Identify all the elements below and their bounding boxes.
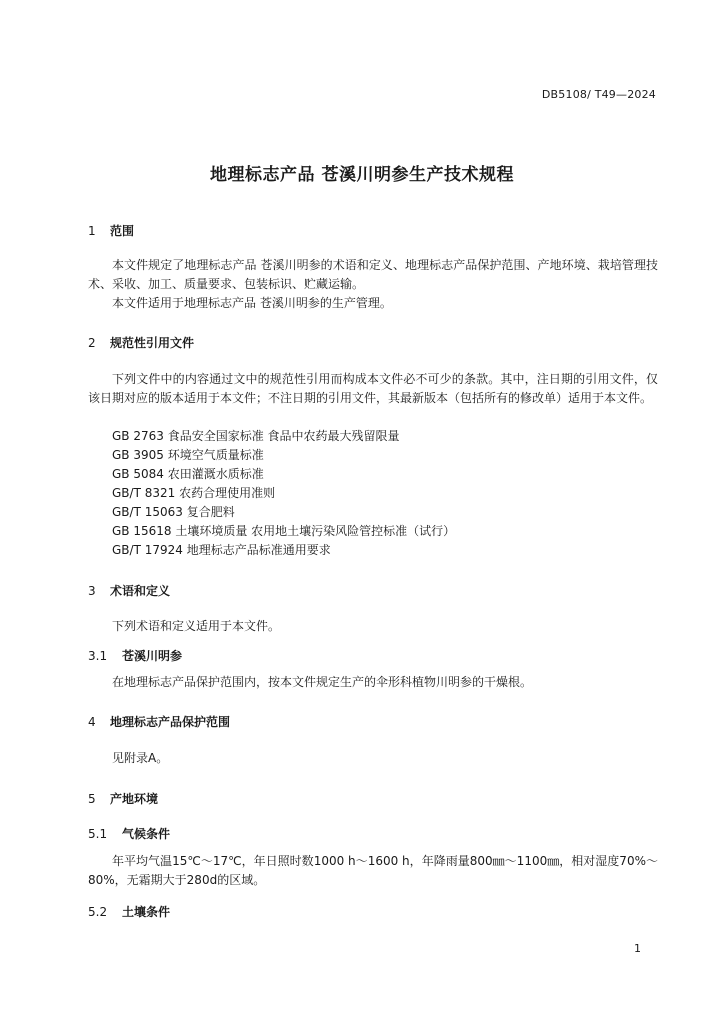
section-1-paragraph-1: 本文件规定了地理标志产品 苍溪川明参的术语和定义、地理标志产品保护范围、产地环境、栽培管理技术、采收、加工、质量要求、包装标识、贮藏运输。 (88, 258, 658, 291)
section-title: 苍溪川明参 (122, 649, 183, 663)
section-number: 3.1 (88, 649, 108, 663)
section-title: 术语和定义 (110, 584, 171, 598)
reference-item: GB/T 15063 复合肥料 (112, 505, 235, 519)
reference-item: GB 2763 食品安全国家标准 食品中农药最大残留限量 (112, 429, 400, 443)
section-number: 5.2 (88, 905, 108, 919)
reference-item: GB/T 8321 农药合理使用准则 (112, 486, 276, 500)
section-number: 5 (88, 792, 96, 806)
section-number: 5.1 (88, 827, 108, 841)
section-2-paragraph-1: 下列文件中的内容通过文中的规范性引用而构成本文件必不可少的条款。其中，注日期的引用文件，仅该日期对应的版本适用于本文件；不注日期的引用文件，其最新版本（包括所有的修改单）适用于本文件。 (88, 372, 658, 405)
section-2-heading (88, 334, 194, 351)
section-title: 产地环境 (110, 792, 159, 806)
reference-item: GB 15618 土壤环境质量 农用地土壤污染风险管控标准（试行） (112, 524, 456, 538)
section-number: 3 (88, 584, 96, 598)
section-3-heading (88, 582, 170, 599)
section-5-2-heading (88, 903, 170, 920)
page-number: 1 (634, 942, 641, 955)
section-number: 2 (88, 336, 96, 350)
section-3-paragraph-1: 下列术语和定义适用于本文件。 (112, 619, 281, 633)
section-5-heading (88, 790, 158, 807)
section-title: 土壤条件 (122, 905, 171, 919)
section-1-heading (88, 222, 134, 239)
section-3-1-heading (88, 647, 182, 664)
section-4-heading (88, 713, 230, 730)
section-number: 1 (88, 224, 96, 238)
section-4-paragraph-1: 见附录A。 (112, 751, 169, 765)
section-number: 4 (88, 715, 96, 729)
section-3-1-paragraph-1: 在地理标志产品保护范围内，按本文件规定生产的伞形科植物川明参的干燥根。 (112, 675, 533, 689)
section-title: 气候条件 (122, 827, 171, 841)
standard-code: DB5108/ T49—2024 (541, 88, 656, 101)
section-title: 规范性引用文件 (110, 336, 195, 350)
section-title: 范围 (110, 224, 135, 238)
section-5-1-paragraph-1: 年平均气温15℃～17℃，年日照时数1000 h～1600 h，年降雨量800㎜～1100㎜，相对湿度70%～80%，无霜期大于280d的区域。 (88, 854, 658, 887)
reference-item: GB 3905 环境空气质量标准 (112, 448, 264, 462)
reference-item: GB/T 17924 地理标志产品标准通用要求 (112, 543, 331, 557)
document-title: 地理标志产品 苍溪川明参生产技术规程 (210, 165, 514, 185)
reference-item: GB 5084 农田灌溉水质标准 (112, 467, 264, 481)
section-title: 地理标志产品保护范围 (110, 715, 231, 729)
section-5-1-heading (88, 825, 170, 842)
section-1-paragraph-2: 本文件适用于地理标志产品 苍溪川明参的生产管理。 (112, 296, 392, 310)
